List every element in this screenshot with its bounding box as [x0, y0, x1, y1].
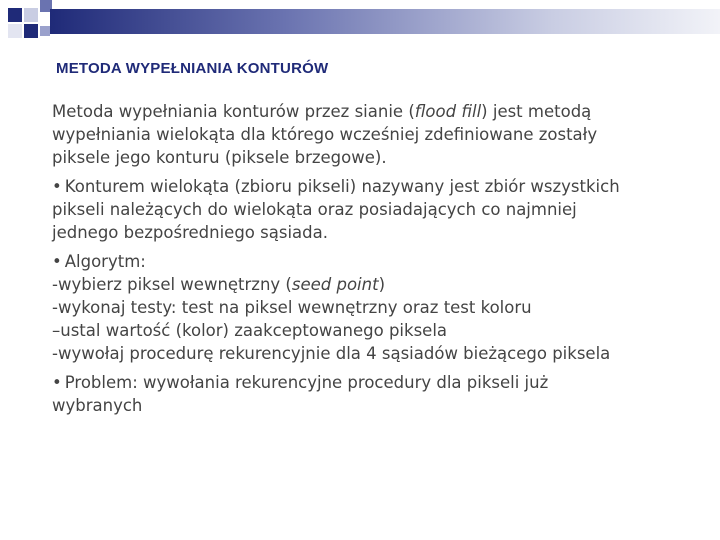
deco-square	[40, 26, 50, 36]
text-span: -wybierz piksel wewnętrzny (	[52, 275, 292, 294]
slide-title: METODA WYPEŁNIANIA KONTURÓW	[56, 60, 329, 77]
text-span: Metoda wypełniania konturów przez sianie (	[52, 102, 415, 121]
text-span: Problem: wywołania rekurencyjne procedury dla pikseli już	[64, 373, 549, 392]
contour-paragraph	[52, 175, 692, 244]
text-line	[52, 250, 692, 273]
header-gradient-bar	[50, 9, 720, 34]
text-span: ) jest metodą	[481, 102, 592, 121]
text-line: jednego bezpośredniego sąsiada.	[52, 223, 328, 242]
text-line: wybranych	[52, 396, 143, 415]
bullet-icon: •	[52, 177, 62, 196]
text-line: pikseli należących do wielokąta oraz posiadających co najmniej	[52, 200, 577, 219]
bullet-icon: •	[52, 252, 62, 271]
text-line	[52, 100, 692, 123]
deco-square	[8, 8, 22, 22]
deco-square	[24, 24, 38, 38]
text-span: )	[378, 275, 386, 294]
slide-body	[52, 100, 692, 423]
algorithm-step	[52, 273, 692, 296]
problem-paragraph	[52, 371, 692, 417]
algorithm-step: -wykonaj testy: test na piksel wewnętrzny oraz test koloru	[52, 298, 532, 317]
text-line: piksele jego konturu (piksele brzegowe).	[52, 148, 387, 167]
text-line: wypełniania wielokąta dla którego wcześniej zdefiniowane zostały	[52, 125, 598, 144]
text-line	[52, 175, 692, 198]
flood-fill-term: flood fill	[414, 102, 482, 121]
algorithm-paragraph	[52, 250, 692, 365]
bullet-icon: •	[52, 373, 62, 392]
deco-square	[8, 24, 22, 38]
deco-square	[24, 8, 38, 22]
text-line	[52, 371, 692, 394]
intro-paragraph	[52, 100, 692, 169]
algorithm-heading: Algorytm:	[64, 252, 146, 271]
text-span: Konturem wielokąta (zbioru pikseli) nazywany jest zbiór wszystkich	[64, 177, 620, 196]
algorithm-step: –ustal wartość (kolor) zaakceptowanego piksela	[52, 321, 448, 340]
seed-point-term: seed point	[291, 275, 379, 294]
algorithm-step: -wywołaj procedurę rekurencyjnie dla 4 sąsiadów bieżącego piksela	[52, 344, 611, 363]
